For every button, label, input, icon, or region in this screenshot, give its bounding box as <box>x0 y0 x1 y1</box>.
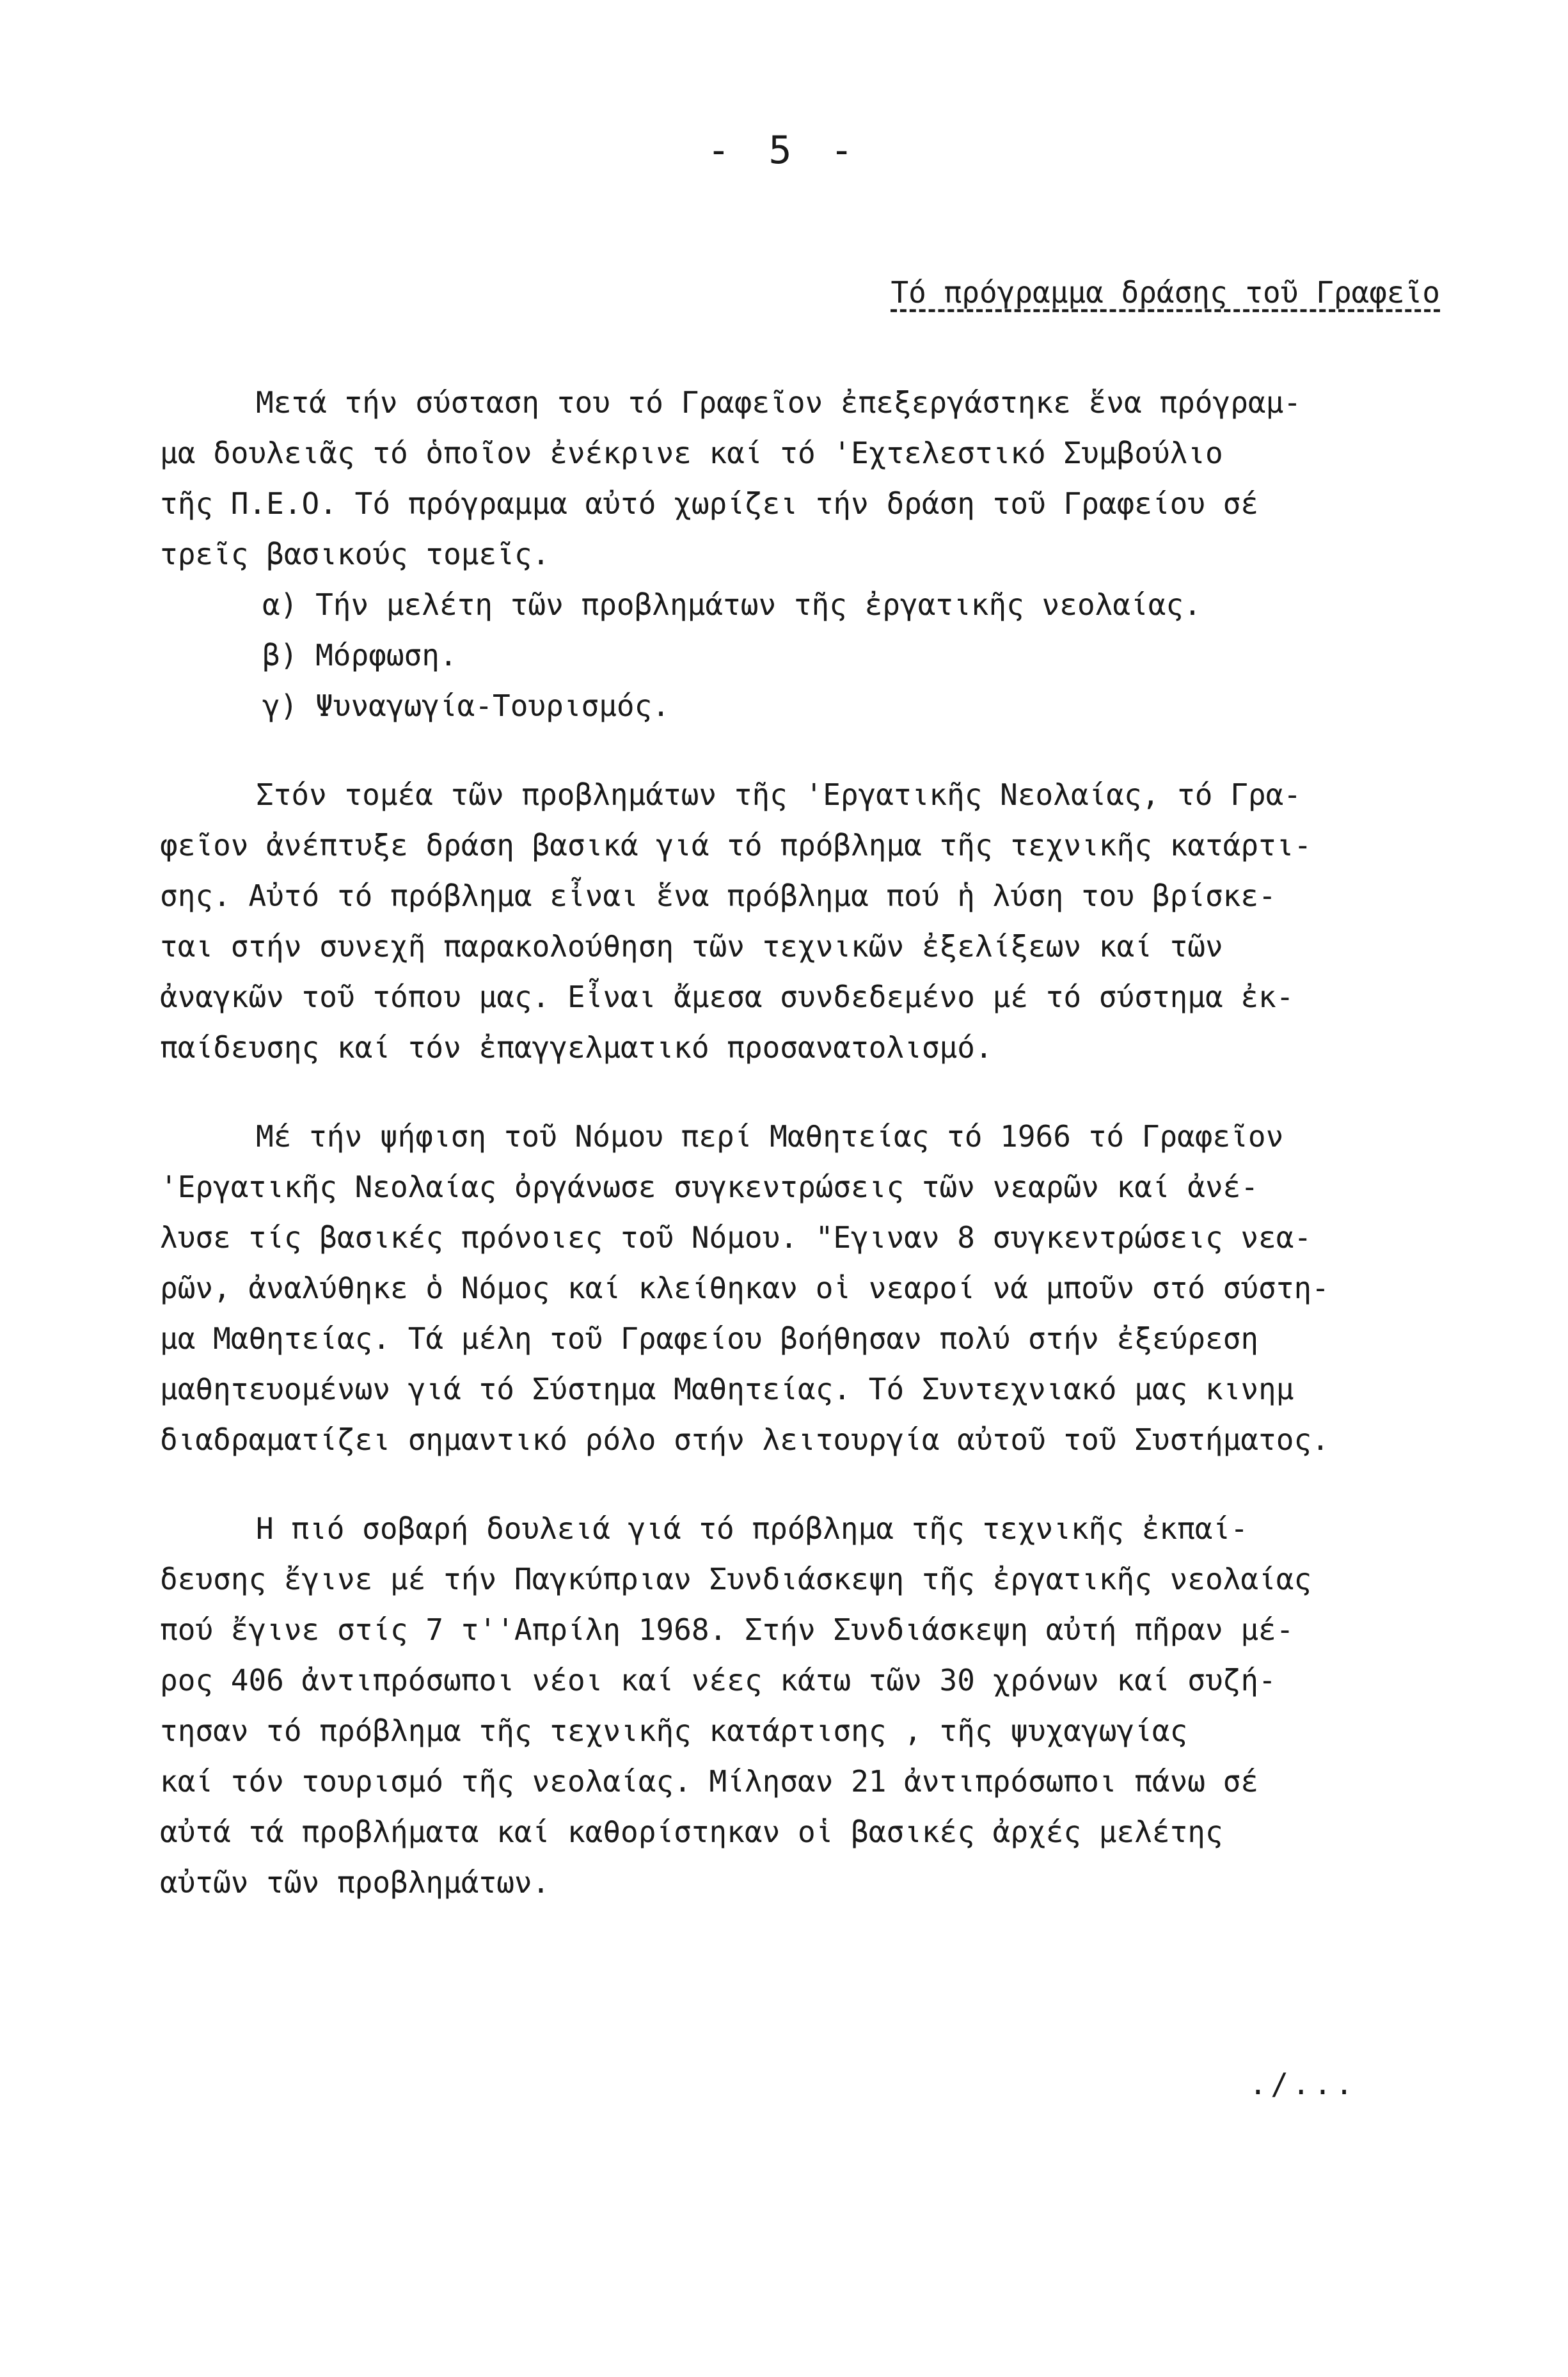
sector-list <box>160 580 1433 731</box>
text-line: μα δουλειᾶς τό ὁποῖον ἐνέκρινε καί τό 'Εχτελεστικό Συμβούλιο <box>160 436 1223 470</box>
text-line: φεῖον ἀνέπτυξε δράση βασικά γιά τό πρόβλημα τῆς τεχνικῆς κατάρτι- <box>160 828 1312 863</box>
text-line: αὐτῶν τῶν προβλημάτων. <box>160 1865 550 1900</box>
text-line: διαδραματίζει σημαντικό ρόλο στήν λειτουργία αὐτοῦ τοῦ Συστήματος. <box>160 1422 1329 1457</box>
body-text <box>160 378 1433 1908</box>
text-line: ρος 406 ἀντιπρόσωποι νέοι καί νέες κάτω τῶν 30 χρόνων καί συζή- <box>160 1663 1276 1697</box>
text-line: ται στήν συνεχῆ παρακολούθηση τῶν τεχνικῶν ἐξελίξεων καί τῶν <box>160 929 1223 964</box>
text-line: ρῶν, ἀναλύθηκε ὁ Νόμος καί κλείθηκαν οἱ νεαροί νά μποῦν στό σύστη- <box>160 1271 1329 1305</box>
text-line: 'Εργατικῆς Νεολαίας ὀργάνωσε συγκεντρώσεις τῶν νεαρῶν καί ἀνέ- <box>160 1170 1259 1204</box>
text-line: τρεῖς βασικούς τομεῖς. <box>160 537 550 571</box>
text-line: Η πιό σοβαρή δουλειά γιά τό πρόβλημα τῆς τεχνικῆς ἐκπαί- <box>256 1511 1248 1546</box>
text-line: τησαν τό πρόβλημα τῆς τεχνικῆς κατάρτισης , τῆς ψυχαγωγίας <box>160 1713 1188 1748</box>
list-item: β) Μόρφωση. <box>262 638 457 672</box>
page-number: - 5 - <box>707 128 861 173</box>
text-line: Μετά τήν σύσταση του τό Γραφεῖον ἐπεξεργάστηκε ἕνα πρόγραμ- <box>256 385 1301 420</box>
text-line: δευσης ἔγινε μέ τήν Παγκύπριαν Συνδιάσκεψη τῆς ἐργατικῆς νεολαίας <box>160 1562 1312 1596</box>
text-line: μα Μαθητείας. Τά μέλη τοῦ Γραφείου βοήθησαν πολύ στήν ἐξεύρεση <box>160 1321 1259 1356</box>
section-title: Τό πρόγραμμα δράσης τοῦ Γραφεῖο <box>891 275 1440 310</box>
text-line: αὐτά τά προβλήματα καί καθορίστηκαν οἱ βασικές ἀρχές μελέτης <box>160 1815 1223 1849</box>
text-line: πού ἔγινε στίς 7 τ''Απρίλη 1968. Στήν Συνδιάσκεψη αὐτή πῆραν μέ- <box>160 1612 1294 1647</box>
paragraph-gap <box>160 1465 1433 1504</box>
text-line: μαθητευομένων γιά τό Σύστημα Μαθητείας. Τό Συντεχνιακό μας κινημ <box>160 1372 1294 1406</box>
list-item: γ) Ψυναγωγία-Τουρισμός. <box>262 688 670 723</box>
list-item: α) Τήν μελέτη τῶν προβλημάτων τῆς ἐργατικῆς νεολαίας. <box>262 587 1201 622</box>
continuation-mark: ./... <box>1249 2067 1357 2101</box>
paragraph-gap <box>160 1073 1433 1111</box>
text-line: παίδευσης καί τόν ἐπαγγελματικό προσανατολισμό. <box>160 1030 993 1065</box>
text-line: Μέ τήν ψήφιση τοῦ Νόμου περί Μαθητείας τό 1966 τό Γραφεῖον <box>256 1119 1284 1154</box>
paragraph-1 <box>160 378 1433 580</box>
text-line: τῆς Π.Ε.Ο. Τό πρόγραμμα αὐτό χωρίζει τήν δράση τοῦ Γραφείου σέ <box>160 486 1259 521</box>
paragraph-gap <box>160 731 1433 770</box>
text-line: Στόν τομέα τῶν προβλημάτων τῆς 'Εργατικῆς Νεολαίας, τό Γρα- <box>256 777 1301 812</box>
text-line: λυσε τίς βασικές πρόνοιες τοῦ Νόμου. "Εγιναν 8 συγκεντρώσεις νεα- <box>160 1220 1312 1255</box>
text-line: σης. Αὐτό τό πρόβλημα εἶναι ἕνα πρόβλημα πού ἡ λύση του βρίσκε- <box>160 878 1276 913</box>
text-line: καί τόν τουρισμό τῆς νεολαίας. Μίλησαν 21 ἀντιπρόσωποι πάνω σέ <box>160 1764 1259 1799</box>
text-line: ἀναγκῶν τοῦ τόπου μας. Εἶναι ἄμεσα συνδεδεμένο μέ τό σύστημα ἐκ- <box>160 980 1294 1014</box>
paragraph-4 <box>160 1504 1433 1908</box>
paragraph-2 <box>160 770 1433 1073</box>
paragraph-3 <box>160 1111 1433 1465</box>
